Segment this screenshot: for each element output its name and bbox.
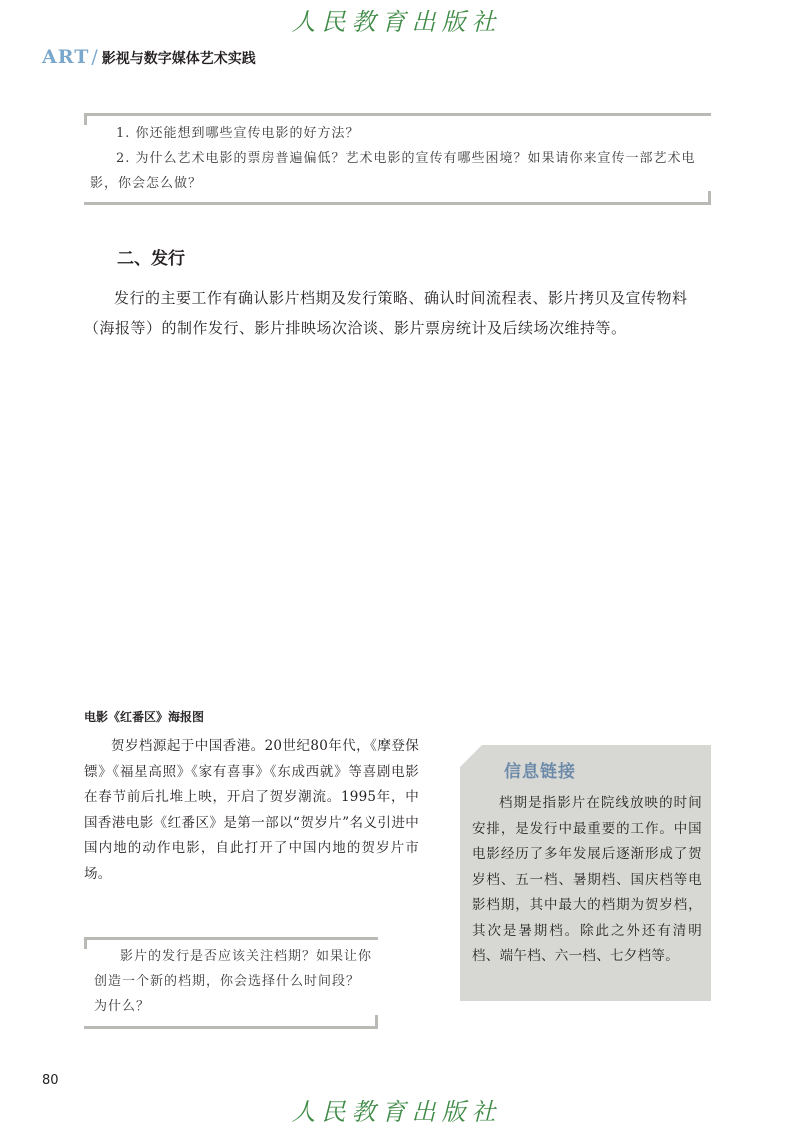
question-1: 1. 你还能想到哪些宣传电影的好方法？: [116, 126, 360, 141]
header-slash: /: [91, 46, 98, 68]
folded-corner: [460, 745, 482, 767]
section-intro-text: 发行的主要工作有确认影片档期及发行策略、确认时间流程表、影片拷贝及宣传物料（海报等）的制作发行、影片排映场次洽谈、影片票房统计及后续场次维持等。: [84, 289, 688, 337]
running-header: [42, 46, 256, 68]
question-bottom-text: 影片的发行是否应该关注档期？如果让你创造一个新的档期，你会选择什么时间段？为什么？: [94, 949, 373, 1014]
info-link-body: [472, 791, 702, 970]
publisher-logo-top: 人民教育出版社: [291, 8, 502, 36]
book-title: 影视与数字媒体艺术实践: [101, 51, 256, 67]
question-box-bottom: [84, 937, 378, 1029]
question-box-top-rule: [84, 113, 711, 116]
question-box-bottom-rule: [84, 202, 711, 205]
hesui-paragraph: [84, 734, 419, 887]
question-box-bottom-top-rule: [84, 937, 378, 940]
question-2: 2. 为什么艺术电影的票房普遍偏低？艺术电影的宣传有哪些困境？如果请你来宣传一部艺术电影，你会怎么做？: [90, 151, 696, 191]
info-link-title: 信息链接: [504, 762, 576, 782]
question-list-top: [90, 121, 705, 196]
publisher-logo-bottom: 人民教育出版社: [291, 1098, 502, 1126]
info-link-box: [460, 745, 711, 1001]
series-label: ART: [42, 46, 90, 68]
question-box-top: [84, 113, 711, 205]
question-box-bottom-corner: [708, 191, 711, 205]
page-number: 80: [42, 1073, 59, 1088]
section-intro: [84, 283, 711, 343]
question-box-bottom-bottom-rule: [84, 1026, 378, 1029]
question-box-bottom-left-corner: [84, 937, 87, 949]
hesui-paragraph-text: 贺岁档源起于中国香港。20世纪80年代，《摩登保镖》《福星高照》《家有喜事》《东成西就》等喜剧电影在春节前后扎堆上映，开启了贺岁潮流。1995年，中国香港电影《红番区》是第一部以“贺岁片”名义引进中国内地的动作电影，自此打开了中国内地的贺岁片市场。: [84, 738, 419, 882]
section-title: 二、发行: [117, 249, 185, 269]
question-box-top-corner: [84, 113, 87, 125]
figure-caption: 电影《红番区》海报图: [84, 710, 205, 724]
question-box-bottom-right-corner: [375, 1015, 378, 1029]
info-link-text: 档期是指影片在院线放映的时间安排，是发行中最重要的工作。中国电影经历了多年发展后逐渐形成了贺岁档、五一档、暑期档、国庆档等电影档期，其中最大的档期为贺岁档，其次是暑期档。除此之外还有清明档、端午档、六一档、七夕档等。: [472, 795, 702, 964]
question-bottom: [94, 944, 372, 1019]
